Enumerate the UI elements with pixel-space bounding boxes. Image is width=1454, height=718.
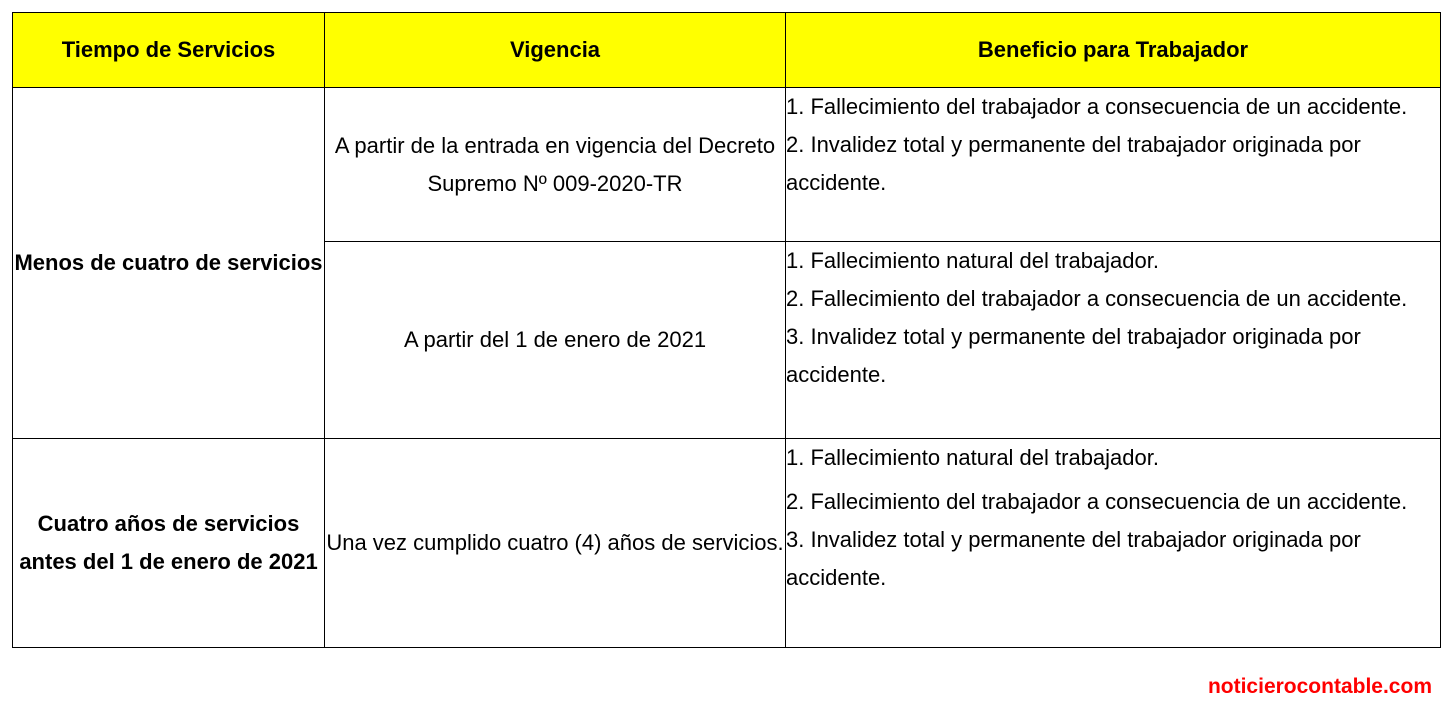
header-beneficio: Beneficio para Trabajador [786, 13, 1441, 88]
source-watermark: noticierocontable.com [1207, 675, 1432, 698]
beneficio-cell [786, 439, 1441, 648]
vigencia-cell: A partir de la entrada en vigencia del Decreto Supremo Nº 009-2020-TR [325, 88, 786, 242]
beneficio-item: 1. Fallecimiento natural del trabajador. [786, 445, 1159, 470]
table-row [13, 88, 1441, 242]
beneficio-item: 1. Fallecimiento natural del trabajador. [786, 248, 1159, 273]
beneficio-item: 2. Fallecimiento del trabajador a consecuencia de un accidente. [786, 489, 1408, 514]
vigencia-cell: A partir del 1 de enero de 2021 [325, 242, 786, 439]
beneficio-item: 2. Invalidez total y permanente del trabajador originada por accidente. [786, 132, 1361, 195]
beneficio-cell [786, 88, 1441, 242]
table-row [13, 439, 1441, 648]
vigencia-cell: Una vez cumplido cuatro (4) años de servicios. [325, 439, 786, 648]
beneficio-item: 1. Fallecimiento del trabajador a consecuencia de un accidente. [786, 94, 1408, 119]
beneficio-cell [786, 242, 1441, 439]
tiempo-cell: Menos de cuatro de servicios [13, 88, 325, 439]
beneficio-item: 3. Invalidez total y permanente del trabajador originada por accidente. [786, 324, 1361, 387]
beneficio-item: 2. Fallecimiento del trabajador a consecuencia de un accidente. [786, 286, 1408, 311]
header-tiempo: Tiempo de Servicios [13, 13, 325, 88]
beneficio-item: 3. Invalidez total y permanente del trabajador originada por accidente. [786, 527, 1361, 590]
header-row [13, 13, 1441, 88]
header-vigencia: Vigencia [325, 13, 786, 88]
tiempo-cell: Cuatro años de servicios antes del 1 de enero de 2021 [13, 439, 325, 648]
benefits-table [12, 12, 1441, 648]
